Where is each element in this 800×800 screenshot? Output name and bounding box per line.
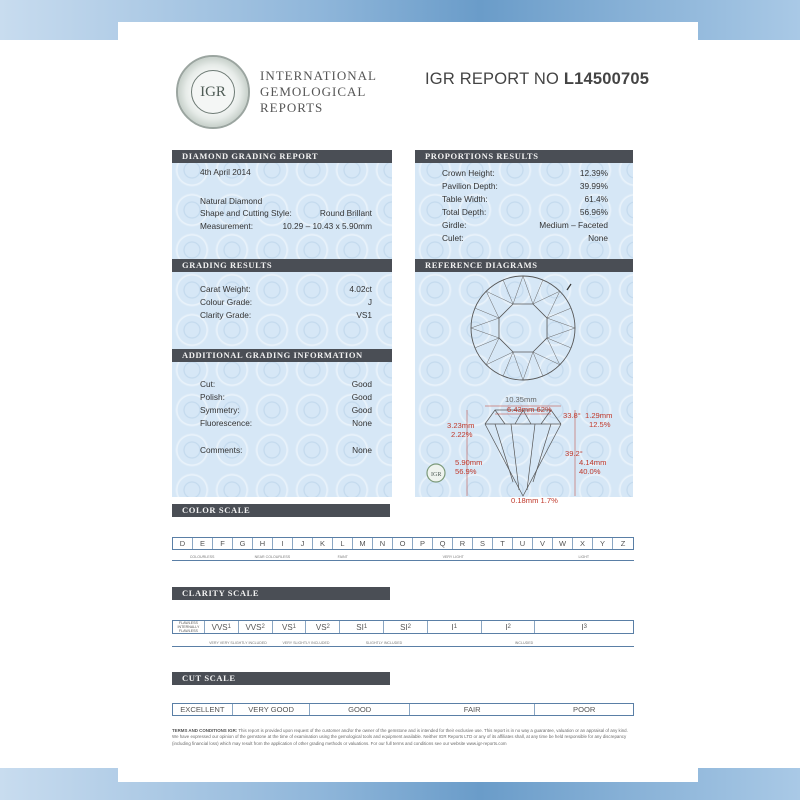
color-grade-cell: U [513,538,533,549]
terms-and-conditions [172,728,634,747]
svg-text:IGR: IGR [431,472,442,478]
color-grade-cell: H [253,538,273,549]
color-grade-cell: X [573,538,593,549]
cut-value: Good [351,379,372,389]
clarity-scale-header: CLARITY SCALE [172,587,390,600]
cut-scale-header: CUT SCALE [172,672,390,685]
proportion-label: Girdle: [442,220,467,230]
diamond-side-view [485,410,561,496]
clarity-grade-base: VS [282,622,293,632]
fluorescence-label: Fluorescence: [200,418,253,428]
clarity-grade-sub: 2 [507,624,511,630]
clarity-grade-cell [239,621,273,633]
comments-label: Comments: [200,445,243,455]
clarity-grade-base: I [451,622,454,632]
color-grade-cell: L [333,538,353,549]
color-group-label: LIGHT [578,555,590,559]
polish-label: Polish: [200,392,225,402]
polish-value: Good [351,392,372,402]
diamond-type: Natural Diamond [200,196,263,206]
pavilion-mm: 4.14mm [579,458,607,467]
clarity-group-label: SLIGHTLY INCLUDED [365,641,403,645]
cut-grade-cell: EXCELLENT [173,704,233,715]
proportion-value: 56.96% [579,207,608,217]
colour-label: Colour Grade: [200,297,253,307]
cut-grade-cell: POOR [573,705,596,714]
culet-size: 0.18mm 1.7% [511,496,558,505]
proportion-label: Culet: [442,233,464,243]
color-scale-header: COLOR SCALE [172,504,390,517]
color-grade-cell: Y [593,538,613,549]
clarity-grade-sub: 1 [292,624,297,630]
color-group-label: VERY LIGHT [442,555,464,559]
proportion-label: Pavilion Depth: [442,181,498,191]
color-grade-cell: Z [620,539,626,548]
reference-diagram [415,270,633,520]
carat-label: Carat Weight: [200,284,251,294]
table-mm: 6.43mm 62% [507,405,552,414]
color-grade-cell: W [553,538,573,549]
diamond-grading-report-header: DIAMOND GRADING REPORT [172,150,392,163]
clarity-grade-cell [273,621,307,633]
clarity-grade-base: I [581,622,584,632]
color-group-label: COLOURLESS [189,555,215,559]
proportion-value: Medium – Faceted [539,220,608,230]
proportion-value: 61.4% [584,194,608,204]
cut-grade-cell: FAIR [410,704,535,715]
cut-label: Cut: [200,379,216,389]
clarity-grade-sub: 2 [261,624,265,630]
cut-grade-cell: VERY GOOD [233,704,311,715]
seal-text: IGR [191,70,235,114]
grading-results-header: GRADING RESULTS [172,259,392,272]
small-seal-icon [427,464,445,482]
clarity-grade-base: VVS [245,622,262,632]
report-id: L14500705 [563,70,650,88]
org-line-3: REPORTS [260,100,324,115]
color-grade-cell: D [173,538,193,549]
proportion-label: Total Depth: [442,207,487,217]
proportion-label: Table Width: [442,194,488,204]
clarity-grade-sub: 3 [583,624,588,630]
clarity-grade-cell [205,621,239,633]
measurement-label: Measurement: [200,221,254,231]
clarity-grade-sub: 1 [363,624,368,630]
clarity-scale-bar [172,620,634,634]
width-mm: 10.35mm [505,395,537,404]
proportion-label: Crown Height: [442,168,495,178]
clarity-grade-cell [306,621,340,633]
clarity-group-label: VERY SLIGHTLY INCLUDED [282,641,330,645]
clarity-grade-sub: 1 [453,624,458,630]
report-date: 4th April 2014 [200,167,251,177]
depth-left-mm: 3.23mm [447,421,475,430]
organization-name [260,68,400,116]
clarity-grade-base: SI [356,622,364,632]
color-grade-cell: I [273,538,293,549]
color-grade-cell: T [493,538,513,549]
color-grade-cell: S [473,538,493,549]
clarity-grade-cell [535,621,633,633]
shape-value: Round Brillant [319,208,372,218]
color-scale-bar [172,537,634,550]
marker-tick [567,284,571,290]
cut-scale-bar [172,703,634,716]
org-line-1: INTERNATIONAL [260,68,377,83]
measurement-value: 10.29 – 10.43 x 5.90mm [282,221,372,231]
clarity-grade-sub: 2 [407,624,411,630]
color-group-label: FAINT [337,555,348,559]
clarity-grade-sub: 2 [326,624,330,630]
flawless-cell: FLAWLESS INTERNALLY FLAWLESS [173,621,205,633]
proportions-header: PROPORTIONS RESULTS [415,150,633,163]
color-grade-cell: G [233,538,253,549]
igr-seal-logo [176,55,250,129]
total-depth-pct: 56.9% [455,467,477,476]
clarity-grade-base: VS [315,622,327,632]
terms-heading: TERMS AND CONDITIONS IGR: [172,728,238,733]
symmetry-label: Symmetry: [200,405,240,415]
colour-value: J [367,297,372,307]
clarity-grade-cell [340,621,384,633]
org-line-2: GEMOLOGICAL [260,84,367,99]
depth-left-pct: 2.22% [451,430,473,439]
clarity-group-label: VERY VERY SLIGHTLY INCLUDED [209,641,267,645]
shape-label: Shape and Cutting Style: [200,208,292,218]
color-grade-cell: O [393,538,413,549]
fluorescence-value: None [352,418,372,428]
clarity-grade-base: I [505,622,508,632]
color-grade-cell: P [413,538,433,549]
color-grade-cell: R [453,538,473,549]
clarity-value: VS1 [356,310,372,320]
diamond-top-view [471,276,575,380]
clarity-scale-underline [172,646,634,647]
clarity-group-label: INCLUDED [514,641,534,645]
clarity-grade-cell [384,621,428,633]
clarity-grade-cell [482,621,536,633]
report-prefix: IGR REPORT NO [425,70,560,88]
carat-value: 4.02ct [349,284,372,294]
clarity-grade-cell [428,621,482,633]
proportion-value: None [588,233,608,243]
proportion-value: 39.99% [579,181,608,191]
terms-body: This report is provided upon request of the customer and/or the owner of the gemstone and is intended for their exclusive use. This report is in no way a guarantee, valuation or an appraisal of any kind. We have expressed our opinion of the gemstone at the time of examination using the gemological tools and equipment available. Neither IGR Reports LTD or any of its affiliates shall, at any time be held responsible for any discrepancy (including financial loss) which may result from the application of other grading methods or valuations. For our full terms and conditions see our website www.igr-reports.com [172,728,628,746]
dimension-lines [467,406,575,496]
color-grade-cell: Q [433,538,453,549]
clarity-grade-sub: 1 [227,624,231,630]
symmetry-value: Good [351,405,372,415]
color-grade-cell: M [353,538,373,549]
color-grade-cell: E [193,538,213,549]
total-depth-mm: 5.90mm [455,458,483,467]
color-grade-cell: K [313,538,333,549]
color-grade-cell: J [293,538,313,549]
pavilion-angle: 39.2° [565,449,583,458]
color-grade-cell: N [373,538,393,549]
proportion-value: 12.39% [579,168,608,178]
comments-value: None [352,445,372,455]
crown-pct: 12.5% [589,420,611,429]
additional-info-header: ADDITIONAL GRADING INFORMATION [172,349,392,362]
clarity-label: Clarity Grade: [200,310,252,320]
color-scale-underline [172,560,634,561]
color-grade-cell: F [213,538,233,549]
crown-angle: 33.8° [563,411,581,420]
crown-height-mm: 1.29mm [585,411,613,420]
color-grade-cell: V [533,538,553,549]
pavilion-pct: 40.0% [579,467,601,476]
report-number [425,70,649,89]
cut-grade-cell: GOOD [310,704,410,715]
clarity-grade-base: VVS [211,622,228,632]
clarity-grade-base: SI [400,622,408,632]
color-group-label: NEAR COLOURLESS [254,555,291,559]
reference-diagrams-header: REFERENCE DIAGRAMS [415,259,633,272]
